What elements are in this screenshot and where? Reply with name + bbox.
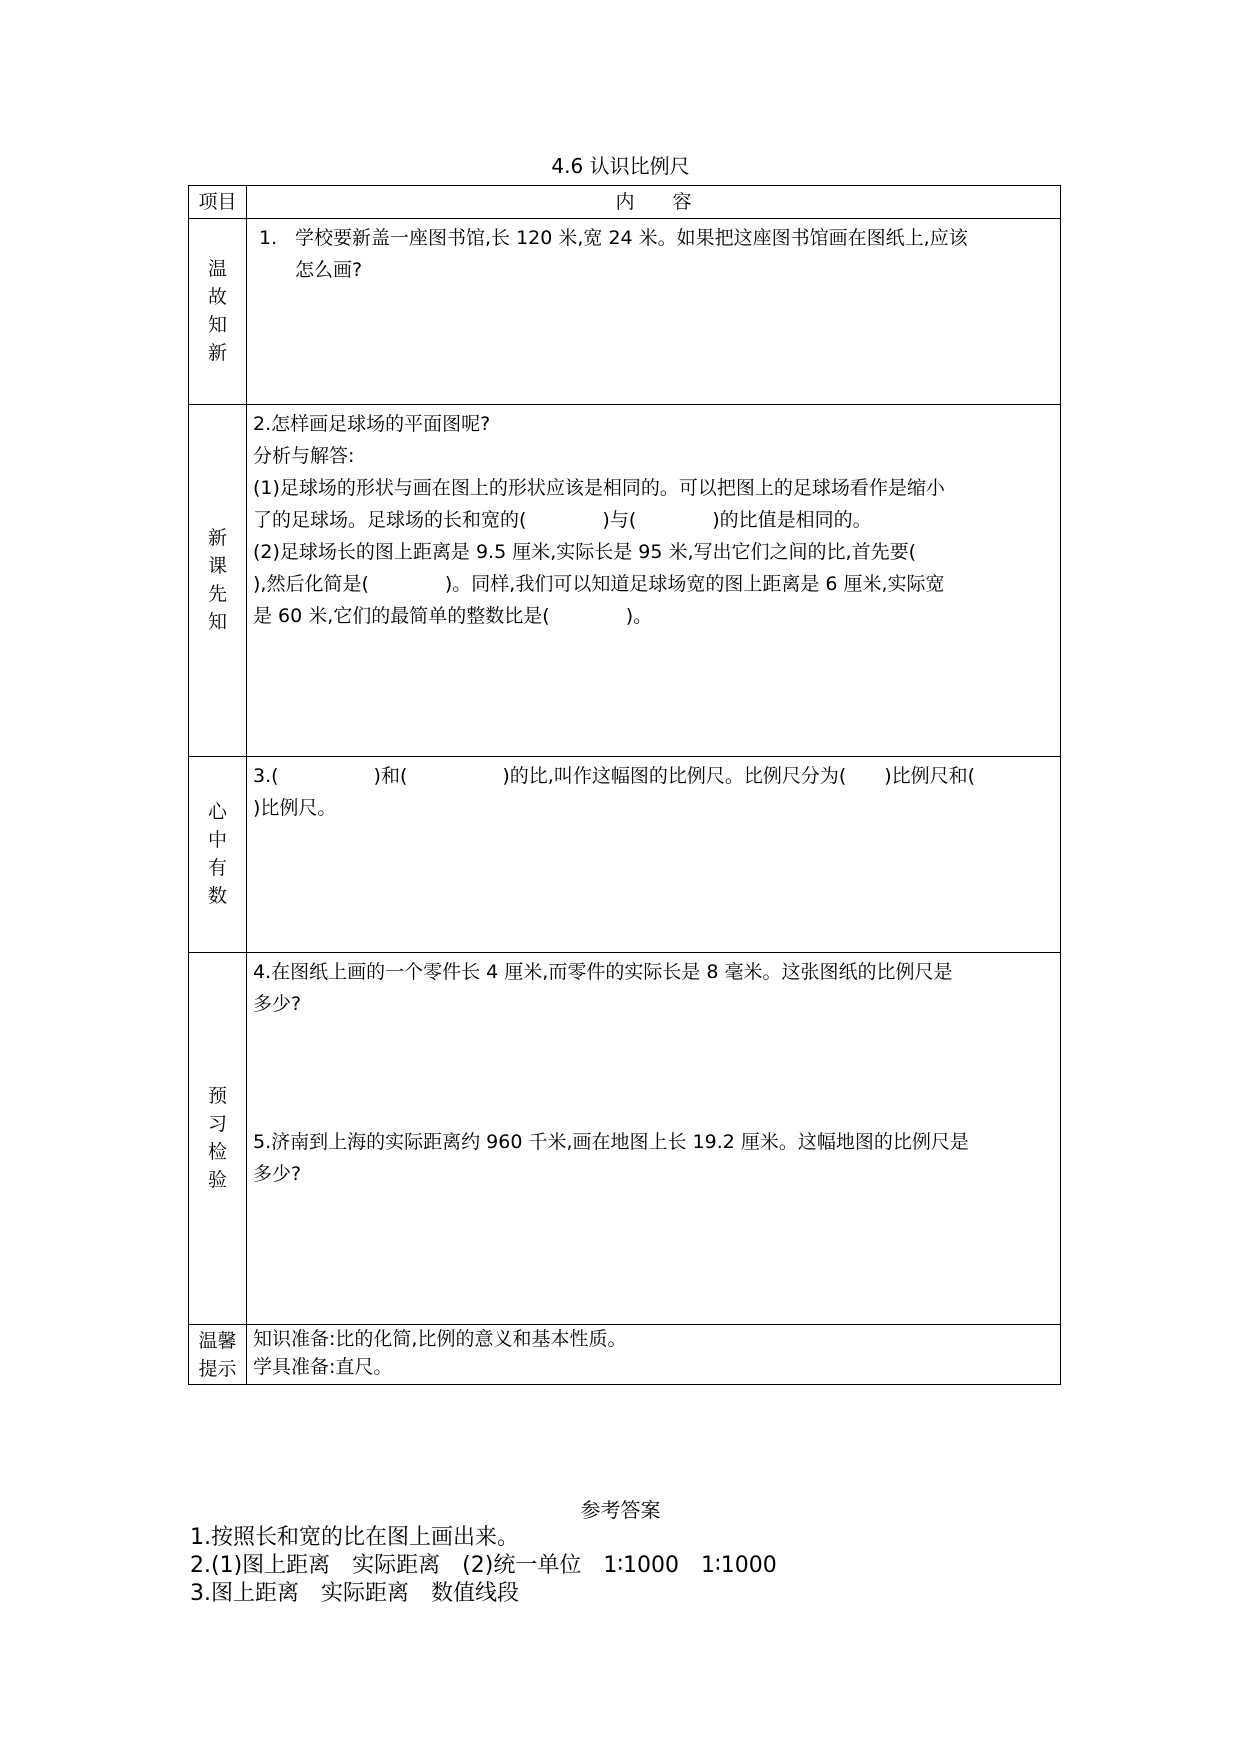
- answers-list: [190, 1524, 777, 1608]
- section-label-text: 温馨: [198, 1329, 237, 1352]
- section-check: [189, 953, 1061, 1325]
- text-line: 是 60 米,它们的最简单的整数比是( )。: [253, 605, 653, 627]
- section-label-text: 温故知新: [207, 257, 227, 364]
- text-line: 4.在图纸上画的一个零件长 4 厘米,而零件的实际长是 8 毫米。这张图纸的比例尺是: [253, 961, 953, 983]
- answer-line: 3.图上距离 实际距离 数值线段: [190, 1581, 519, 1606]
- question-1: [253, 222, 1054, 254]
- section-review: [189, 219, 1061, 405]
- section-content: [247, 953, 1061, 1325]
- section-concept: [189, 757, 1061, 953]
- text-line: 多少?: [253, 993, 302, 1015]
- section-label: [189, 1325, 247, 1385]
- text-line: ),然后化简是( )。同样,我们可以知道足球场宽的图上距离是 6 厘米,实际宽: [253, 573, 945, 595]
- section-tips: [189, 1325, 1061, 1385]
- text-line: (2)足球场长的图上距离是 9.5 厘米,实际长是 95 米,写出它们之间的比,首先要(: [253, 541, 916, 563]
- text-line: 了的足球场。足球场的长和宽的( )与( )的比值是相同的。: [253, 509, 872, 531]
- question-text-cont: 怎么画?: [295, 259, 363, 281]
- section-label-text: 提示: [198, 1357, 237, 1380]
- section-content: [247, 1325, 1061, 1385]
- answers-title: 参考答案: [580, 1498, 661, 1522]
- tip-line: 知识准备:比的化简,比例的意义和基本性质。: [253, 1328, 627, 1350]
- answer-line: 2.(1)图上距离 实际距离 (2)统一单位 1∶1000 1∶1000: [190, 1553, 777, 1578]
- question-number: 1.: [259, 227, 278, 249]
- text-line: 分析与解答:: [253, 445, 355, 467]
- section-label-text: 心中有数: [207, 800, 227, 907]
- worksheet-table: [188, 185, 1061, 1385]
- question-text: 学校要新盖一座图书馆,长 120 米,宽 24 米。如果把这座图书馆画在图纸上,应该: [295, 227, 968, 249]
- header-content: 内 容: [247, 186, 1061, 219]
- answer-line: 1.按照长和宽的比在图上画出来。: [190, 1525, 519, 1550]
- text-line: 3.( )和( )的比,叫作这幅图的比例尺。比例尺分为( )比例尺和(: [253, 765, 976, 787]
- page-title: 4.6 认识比例尺: [551, 154, 690, 178]
- header-item: 项目: [189, 186, 247, 219]
- question-4: [253, 956, 1054, 1020]
- text-line: 2.怎样画足球场的平面图呢?: [253, 413, 491, 435]
- section-preview: [189, 405, 1061, 757]
- section-label-text: 新课先知: [207, 526, 227, 633]
- tip-line: 学具准备:直尺。: [253, 1356, 393, 1378]
- text-line: 5.济南到上海的实际距离约 960 千米,画在地图上长 19.2 厘米。这幅地图的比例尺是: [253, 1131, 969, 1153]
- text-line: (1)足球场的形状与画在图上的形状应该是相同的。可以把图上的足球场看作是缩小: [253, 477, 945, 499]
- section-label: [189, 757, 247, 953]
- section-label: [189, 405, 247, 757]
- text-line: 多少?: [253, 1163, 302, 1185]
- section-content: [247, 757, 1061, 953]
- question-5: [253, 1126, 1054, 1190]
- section-label-text: 预习检验: [207, 1084, 227, 1191]
- text-line: )比例尺。: [253, 797, 337, 819]
- section-label: [189, 219, 247, 405]
- section-label: [189, 953, 247, 1325]
- table-header-row: [189, 186, 1061, 219]
- section-content: [247, 405, 1061, 757]
- section-content: [247, 219, 1061, 405]
